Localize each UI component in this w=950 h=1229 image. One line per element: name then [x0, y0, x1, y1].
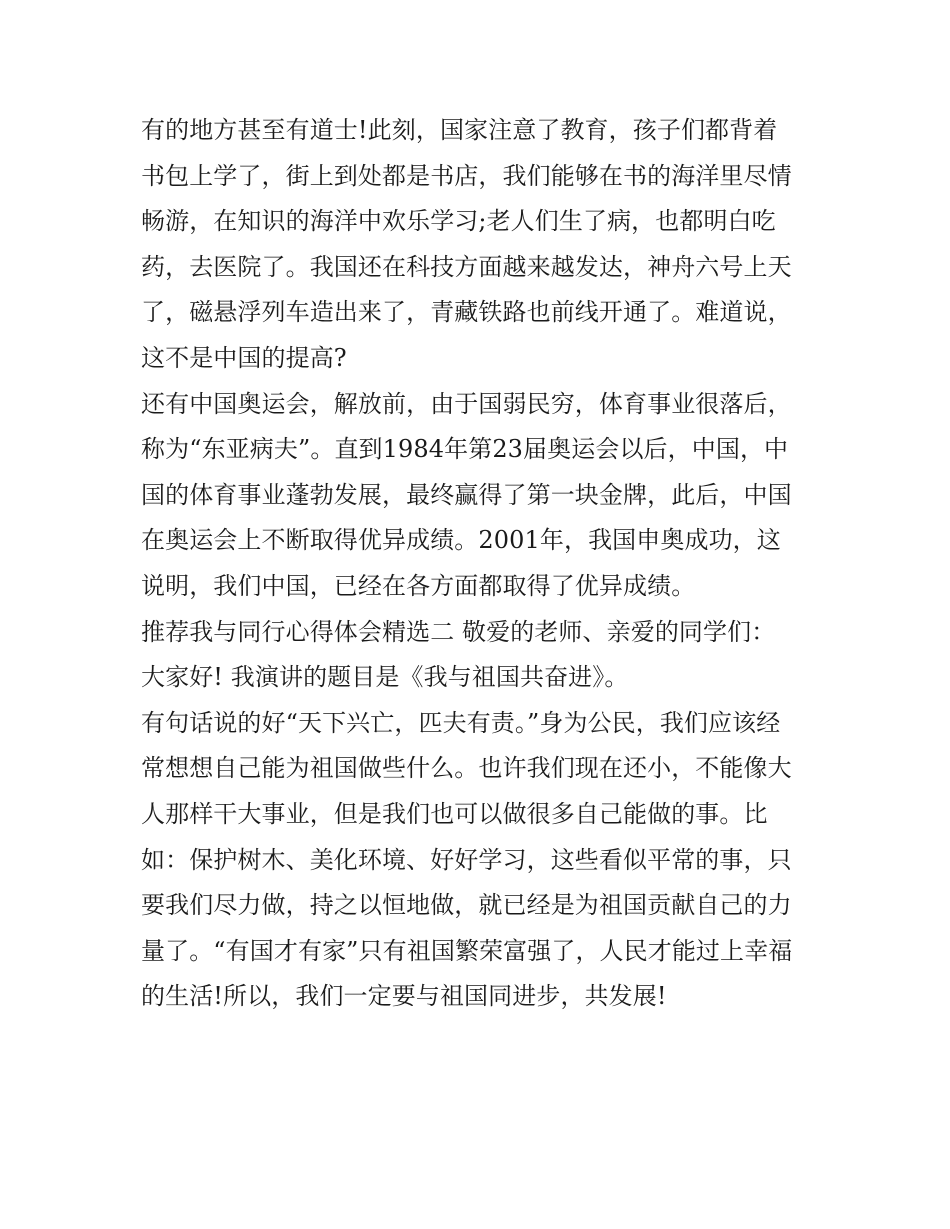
text-line: 量了。“有国才有家”只有祖国繁荣富强了，人民才能过上幸福	[141, 936, 793, 965]
text-line: 人那样干大事业，但是我们也可以做很多自己能做的事。比	[141, 799, 768, 828]
text-line: 大家好! 我演讲的题目是《我与祖国共奋进》。	[141, 663, 629, 692]
text-line: 有句话说的好“天下兴亡，匹夫有责。”身为公民，我们应该经	[141, 708, 781, 737]
text-line: 要我们尽力做，持之以恒地做，就已经是为祖国贡献自己的力	[141, 891, 792, 920]
text-line: 这不是中国的提高?	[141, 343, 347, 372]
text-line: 还有中国奥运会，解放前，由于国弱民穷，体育事业很落后，	[141, 389, 792, 418]
text-line: 推荐我与同行心得体会精选二 敬爱的老师、亲爱的同学们：	[141, 617, 776, 646]
text-line: 书包上学了，街上到处都是书店，我们能够在书的海洋里尽情	[141, 161, 792, 190]
text-line: 称为“东亚病夫”。直到1984年第23届奥运会以后，中国，中	[141, 435, 789, 464]
text-line: 药，去医院了。我国还在科技方面越来越发达，神舟六号上天	[141, 252, 792, 281]
text-line: 在奥运会上不断取得优异成绩。2001年，我国申奥成功，这	[141, 526, 781, 555]
text-line: 如：保护树木、美化环境、好好学习，这些看似平常的事，只	[141, 845, 792, 874]
text-line: 说明，我们中国，已经在各方面都取得了优异成绩。	[141, 571, 696, 600]
text-line: 常想想自己能为祖国做些什么。也许我们现在还小，不能像大	[141, 754, 792, 783]
text-line: 畅游，在知识的海洋中欢乐学习;老人们生了病，也都明白吃	[141, 207, 776, 236]
text-line: 的生活!所以，我们一定要与祖国同进步，共发展!	[141, 982, 667, 1011]
text-line: 国的体育事业蓬勃发展，最终赢得了第一块金牌，此后，中国	[141, 480, 792, 509]
text-line: 有的地方甚至有道士!此刻，国家注意了教育，孩子们都背着	[141, 116, 778, 144]
document-body	[141, 108, 831, 1020]
text-line: 了，磁悬浮列车造出来了，青藏铁路也前线开通了。难道说，	[141, 298, 792, 327]
